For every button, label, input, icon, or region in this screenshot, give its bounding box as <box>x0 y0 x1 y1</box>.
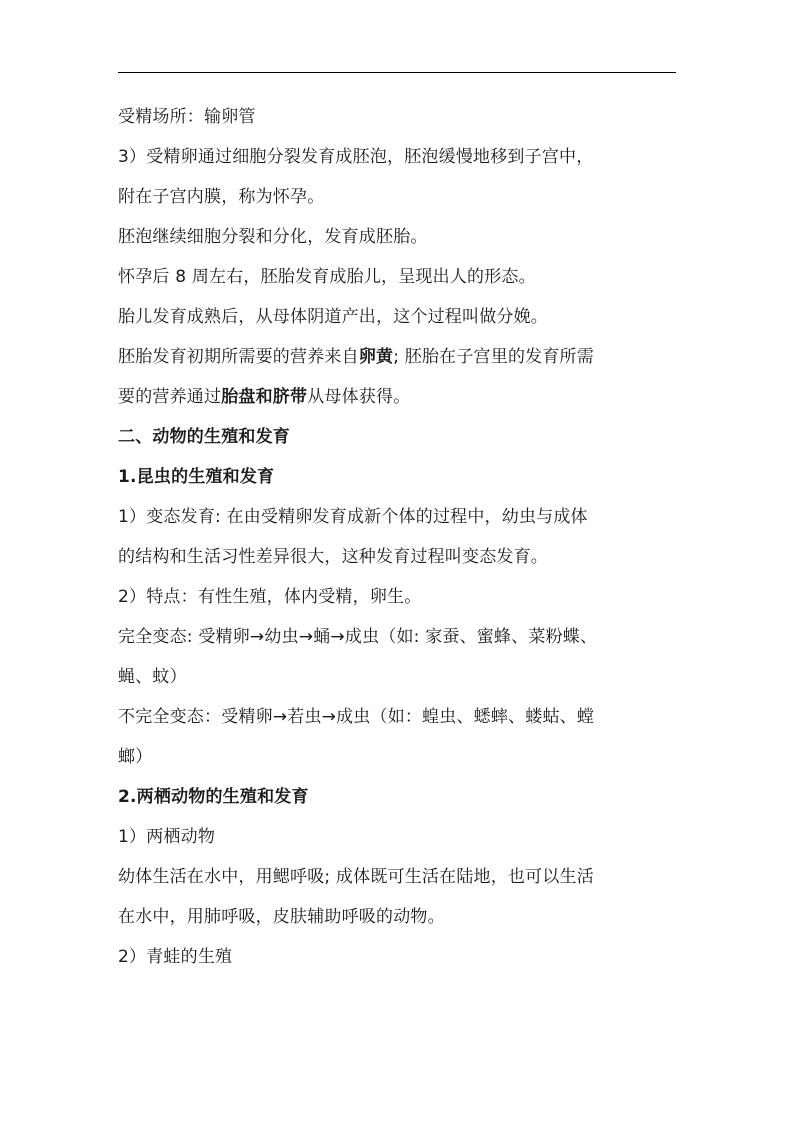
complete-metamorphosis-line-2: 蝇、蚊） <box>118 667 187 687</box>
amphibians-subheading: 1）两栖动物 <box>118 827 216 847</box>
paragraph-blastocyst-line-1: 3）受精卵通过细胞分裂发育成胚泡，胚泡缓慢地移到子宫中， <box>118 147 594 167</box>
frog-reproduction-subheading: 2）青蛙的生殖 <box>118 947 233 967</box>
amphibians-definition-line-1: 幼体生活在水中，用鳃呼吸; 成体既可生活在陆地，也可以生活 <box>118 867 594 887</box>
nutrition2-text-b: 从母体获得。 <box>307 387 411 407</box>
incomplete-metamorphosis-line-2: 螂） <box>118 747 153 767</box>
metamorphosis-definition-line-2: 的结构和生活习性差异很大，这种发育过程叫变态发育。 <box>118 547 548 567</box>
complete-metamorphosis-line-1: 完全变态: 受精卵→幼虫→蛹→成虫（如: 家蚕、蜜蜂、菜粉蝶、 <box>118 627 598 647</box>
nutrition-placenta-term: 胎盘和脐带 <box>221 387 308 407</box>
incomplete-metamorphosis-line-1: 不完全变态：受精卵→若虫→成虫（如：蝗虫、蟋蟀、蝼蛄、螳 <box>118 707 595 727</box>
paragraph-fertilization-site: 受精场所：输卵管 <box>118 107 256 127</box>
subsection-insects-heading: 1.昆虫的生殖和发育 <box>118 467 275 487</box>
header-divider <box>118 72 676 73</box>
paragraph-blastocyst-line-2: 附在子宫内膜，称为怀孕。 <box>118 187 325 207</box>
nutrition-yolk-term: 卵黄 <box>358 347 394 367</box>
paragraph-eight-weeks: 怀孕后 8 周左右，胚胎发育成胎儿，呈现出人的形态。 <box>118 267 536 287</box>
paragraph-nutrition-line-1 <box>118 340 678 374</box>
nutrition-text-a: 胚胎发育初期所需要的营养来自 <box>118 347 359 367</box>
paragraph-nutrition-line-2 <box>118 380 678 414</box>
insect-characteristics: 2）特点：有性生殖，体内受精，卵生。 <box>118 587 422 607</box>
subsection-amphibians-heading: 2.两栖动物的生殖和发育 <box>118 787 309 807</box>
section-2-heading: 二、动物的生殖和发育 <box>118 427 290 447</box>
document-body <box>118 100 678 974</box>
paragraph-embryo: 胚泡继续细胞分裂和分化，发育成胚胎。 <box>118 227 428 247</box>
nutrition-text-b: ; 胚胎在子宫里的发育所需 <box>393 347 594 367</box>
paragraph-birth: 胎儿发育成熟后，从母体阴道产出，这个过程叫做分娩。 <box>118 307 548 327</box>
metamorphosis-definition-line-1: 1）变态发育: 在由受精卵发育成新个体的过程中，幼虫与成体 <box>118 507 588 527</box>
amphibians-definition-line-2: 在水中，用肺呼吸，皮肤辅助呼吸的动物。 <box>118 907 445 927</box>
nutrition2-text-a: 要的营养通过 <box>118 387 222 407</box>
